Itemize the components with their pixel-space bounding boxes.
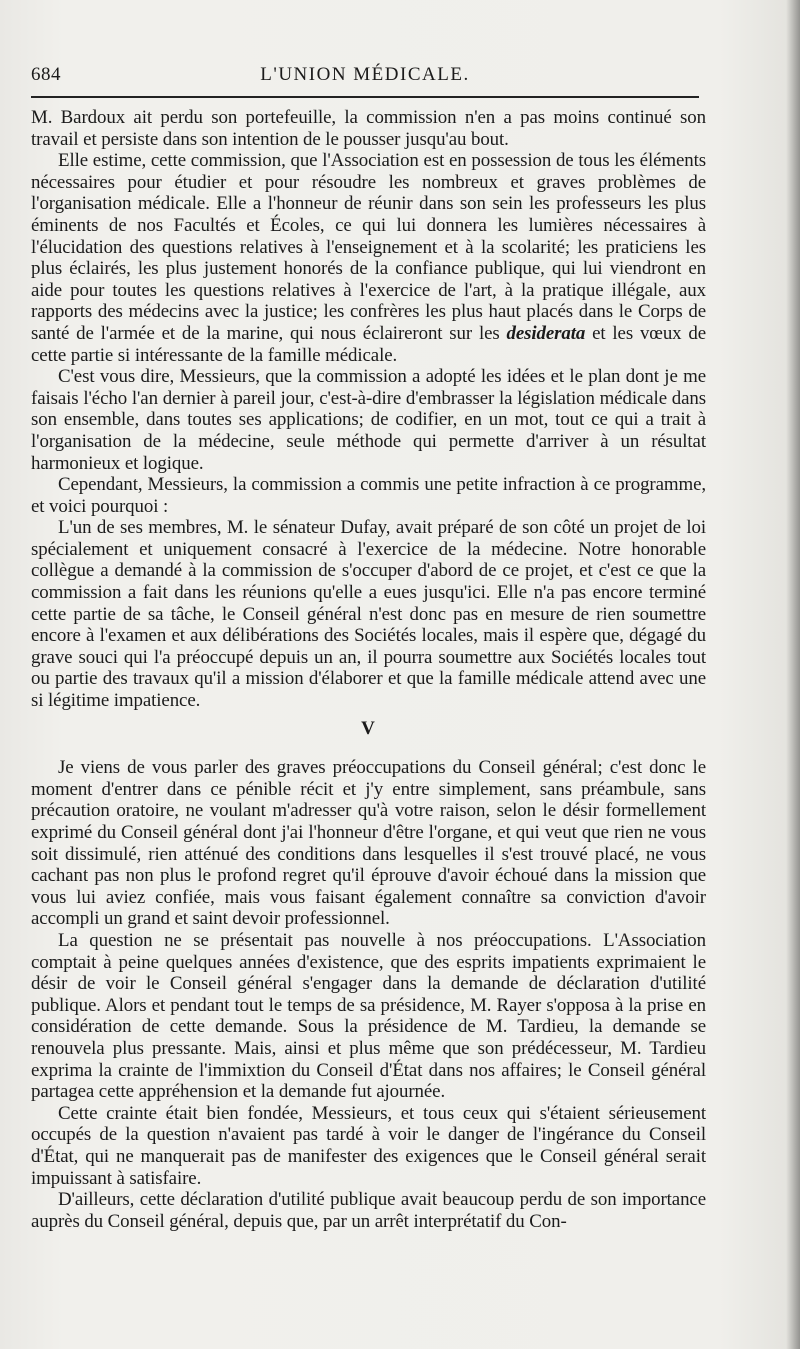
paragraph: C'est vous dire, Messieurs, que la commission a adopté les idées et le plan dont je me faisais l'écho l'an dernier à pareil jour, c'est-à-dire d'embrasser la législation médicale dans son ensemble, dans toutes ses applications; de codifier, en un mot, tout ce qui a trait à l'organisation de la médecine, seule méthode qui permette d'arriver à un résultat harmonieux et logique. [31, 366, 706, 474]
page-header [31, 62, 699, 92]
header-rule [31, 96, 699, 98]
paragraph: La question ne se présentait pas nouvelle à nos préoccupations. L'Association comptait à peine quelques années d'existence, que des esprits impatients exprimaient le désir de voir le Conseil général s'engager dans la demande de déclaration d'utilité publique. Alors et pendant tout le temps de sa présidence, M. Rayer s'opposa à la prise en considération de cette demande. Sous la présidence de M. Tardieu, la demande se renouvela plus pressante. Mais, ainsi et plus même que son prédécesseur, M. Tardieu exprima la crainte de l'immixtion du Conseil d'État dans nos affaires; le Conseil général partagea cette appréhension et la demande fut ajournée. [31, 929, 706, 1103]
paragraph: Je viens de vous parler des graves préoccupations du Conseil général; c'est donc le moment d'entrer dans ce pénible récit et j'y entre simplement, sans préambule, sans précaution oratoire, ne voulant m'adresser qu'à votre raison, selon le désir formellement exprimé du Conseil général dont j'ai l'honneur d'être l'organe, et qui veut que rien ne vous soit dissimulé, rien atténué des conditions dans lesquelles il s'est trouvé placé, ne vous cachant pas non plus le profond regret qu'il éprouve d'avoir échoué dans la mission que vous lui aviez confiée, mais vous faisant également connaître sa conviction d'avoir accompli un grand et saint devoir professionnel. [31, 757, 706, 930]
paragraph-text: Elle estime, cette commission, que l'Association est en possession de tous les éléments nécessaires pour étudier et pour résoudre les nombreux et graves problèmes de l'organisation médicale. Elle a l'honneur de réunir dans son sein les professeurs les plus éminents de nos Facultés et Écoles, ce qui lui donnera les lumières nécessaires à l'élucidation des questions relatives à l'enseignement et à la scolarité; les praticiens les plus éclairés, les plus justement honorés de la confiance publique, qui lui viendront en aide pour toutes les questions relatives à l'exercice de l'art, à la pratique illégale, aux rapports des médecins avec la justice; les confrères les plus haut placés dans le Corps de santé de l'armée et de la marine, qui nous éclaireront sur les [31, 150, 706, 344]
paragraph: Cependant, Messieurs, la commission a commis une petite infraction à ce programme, et voici pourquoi : [31, 474, 706, 517]
italic-term: desiderata [506, 322, 586, 344]
body-text [31, 107, 706, 1232]
paragraph-text: et les vœux de cette partie si intéressante de la famille médicale. [31, 322, 707, 366]
paragraph: Cette crainte était bien fondée, Messieurs, et tous ceux qui s'étaient sérieusement occupés de la question n'avaient pas tardé à voir le danger de l'ingérance du Conseil d'État, qui ne manquerait pas de manifester des exigences que le Conseil général serait impuissant à satisfaire. [31, 1102, 706, 1189]
paragraph: M. Bardoux ait perdu son portefeuille, la commission n'en a pas moins continué son travail et persiste dans son intention de le pousser jusqu'au bout. [31, 107, 706, 150]
page-number: 684 [31, 64, 61, 85]
section-heading: V [361, 717, 376, 739]
paragraph [31, 150, 706, 366]
paragraph: D'ailleurs, cette déclaration d'utilité publique avait beaucoup perdu de son importance auprès du Conseil général, depuis que, par un arrêt interprétatif du Con- [31, 1189, 706, 1232]
running-title: L'UNION MÉDICALE. [260, 64, 470, 85]
paragraph: L'un de ses membres, M. le sénateur Dufay, avait préparé de son côté un projet de loi spécialement et uniquement consacré à l'exercice de la médecine. Notre honorable collègue a demandé à la commission de s'occuper d'abord de ce projet, et c'est ce que la commission a fait dans les réunions qu'elle a eues jusqu'ici. Elle n'a pas encore terminé cette partie de sa tâche, le Conseil général n'est donc pas en mesure de rien soumettre encore à l'examen et aux délibérations des Sociétés locales, mais il espère que, dégagé du grave souci qui l'a préoccupé depuis un an, il pourra soumettre aux Sociétés locales tout ou partie des travaux qu'il a mission d'élaborer et que la famille médicale attend avec une si légitime impatience. [31, 517, 706, 712]
page-edge-shadow [786, 0, 800, 1349]
